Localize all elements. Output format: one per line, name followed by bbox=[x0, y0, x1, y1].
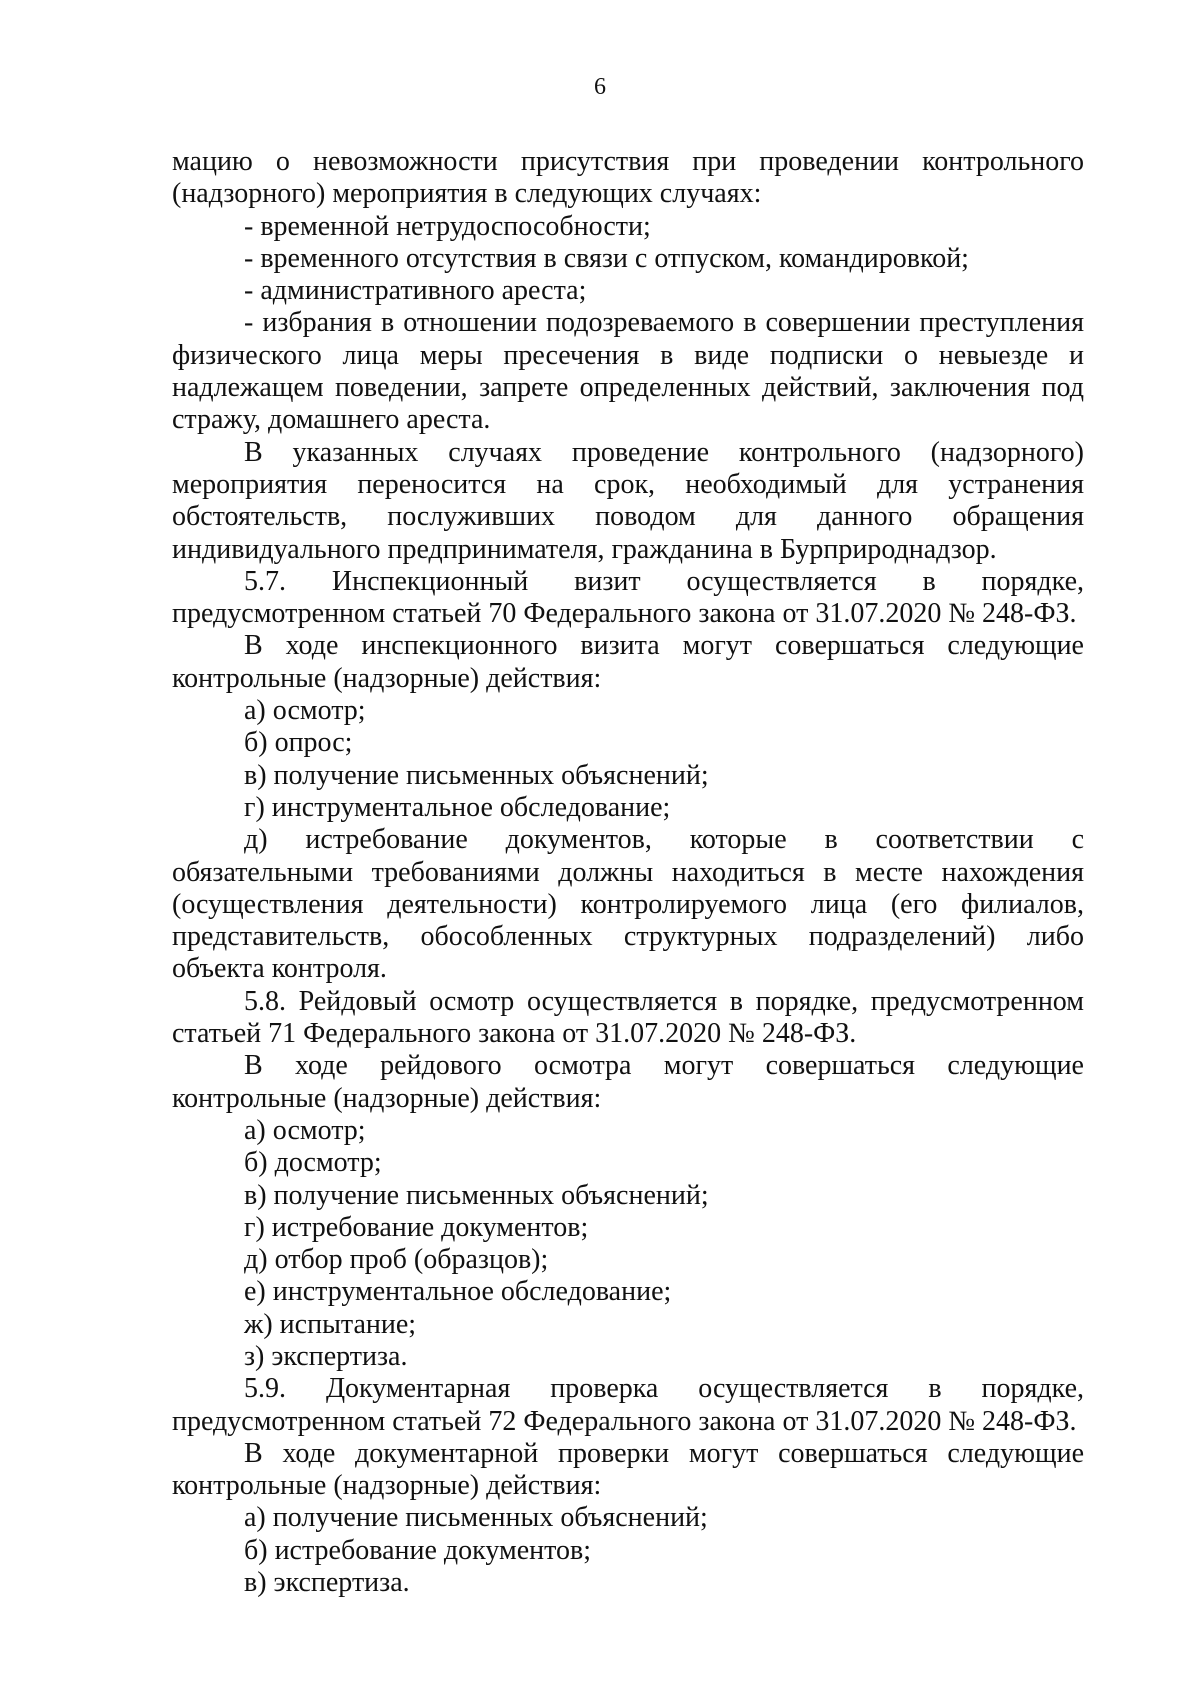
paragraph-postpone: В указанных случаях проведение контрольного (надзорного) мероприятия переносится на срок, необходимый для устранения обстоятельств, послуживших поводом для данного обращения индивидуального предпринимателя, гражданина в Бурприроднадзор. bbox=[172, 436, 1084, 565]
paragraph-inspection-intro: В ходе инспекционного визита могут совершаться следующие контрольные (надзорные) действия: bbox=[172, 630, 1084, 694]
list-item-inspection-c: в) получение письменных объяснений; bbox=[244, 759, 709, 791]
paragraph-doc-intro: В ходе документарной проверки могут совершаться следующие контрольные (надзорные) действия: bbox=[172, 1437, 1084, 1502]
list-item-raid-b: б) досмотр; bbox=[244, 1147, 382, 1179]
page-number: 6 bbox=[594, 74, 606, 100]
clause-5-9: 5.9. Документарная проверка осуществляется в порядке, предусмотренном статьей 72 Федерального закона от 31.07.2020 № 248-ФЗ. bbox=[172, 1373, 1084, 1437]
list-item-inspection-d: г) инструментальное обследование; bbox=[244, 791, 671, 823]
list-item-inspection-a: а) осмотр; bbox=[244, 695, 366, 727]
list-item-raid-a: а) осмотр; bbox=[244, 1114, 366, 1146]
list-item-doc-a: а) получение письменных объяснений; bbox=[244, 1502, 708, 1534]
list-item-raid-c: в) получение письменных объяснений; bbox=[244, 1179, 709, 1211]
list-item-raid-e: д) отбор проб (образцов); bbox=[244, 1244, 549, 1276]
list-item-raid-g: ж) испытание; bbox=[244, 1308, 417, 1340]
list-item-case-1: - временной нетрудоспособности; bbox=[244, 210, 651, 242]
clause-5-7: 5.7. Инспекционный визит осуществляется в порядке, предусмотренном статьей 70 Федерального закона от 31.07.2020 № 248-ФЗ. bbox=[172, 565, 1084, 630]
list-item-doc-b: б) истребование документов; bbox=[244, 1534, 591, 1566]
list-item-inspection-b: б) опрос; bbox=[244, 727, 353, 759]
list-item-raid-d: г) истребование документов; bbox=[244, 1211, 589, 1243]
list-item-case-4: - избрания в отношении подозреваемого в совершении преступления физического лица меры пресечения в виде подписки о невыезде и надлежащем поведении, запрете определенных действий, заключения под стражу, домашнего ареста. bbox=[172, 307, 1084, 436]
list-item-doc-c: в) экспертиза. bbox=[244, 1567, 410, 1599]
list-item-case-3: - административного ареста; bbox=[244, 275, 587, 307]
paragraph-continuation: мацию о невозможности присутствия при проведении контрольного (надзорного) мероприятия в следующих случаях: bbox=[172, 146, 1084, 210]
list-item-inspection-e: д) истребование документов, которые в соответствии с обязательными требованиями должны находиться в месте нахождения (осуществления деятельности) контролируемого лица (его филиалов, представительств, обособленных структурных подразделений) либо объекта контроля. bbox=[172, 824, 1084, 985]
document-body bbox=[172, 146, 1084, 1599]
list-item-raid-f: е) инструментальное обследование; bbox=[244, 1276, 672, 1308]
clause-5-8: 5.8. Рейдовый осмотр осуществляется в порядке, предусмотренном статьей 71 Федерального закона от 31.07.2020 № 248-ФЗ. bbox=[172, 985, 1084, 1050]
list-item-case-2: - временного отсутствия в связи с отпуском, командировкой; bbox=[244, 242, 969, 274]
paragraph-raid-intro: В ходе рейдового осмотра могут совершаться следующие контрольные (надзорные) действия: bbox=[172, 1050, 1084, 1114]
list-item-raid-h: з) экспертиза. bbox=[244, 1340, 408, 1372]
